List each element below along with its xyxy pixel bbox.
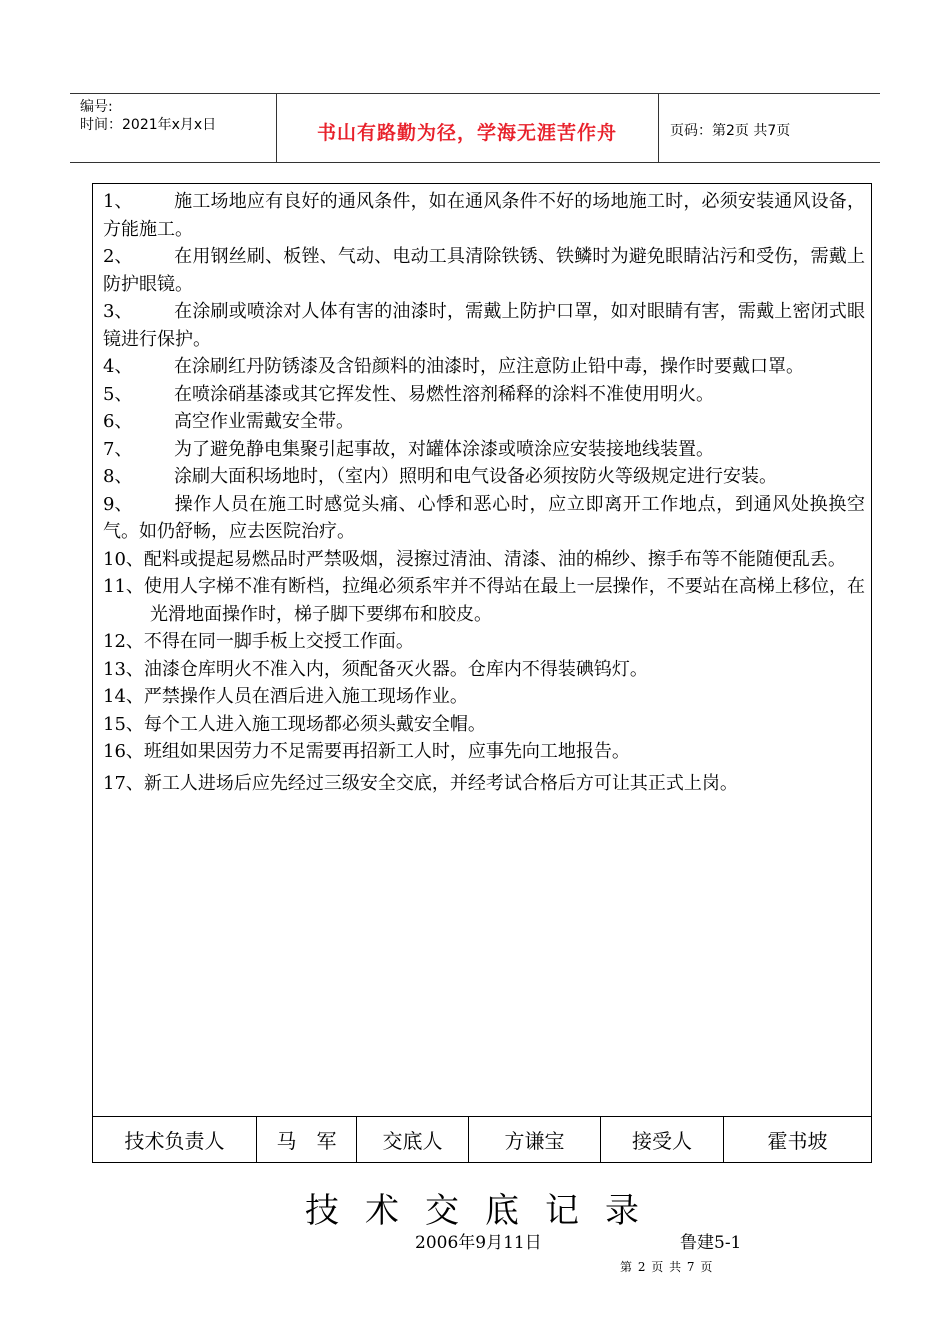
header-page-info: 页码：第2页 共7页 <box>670 123 791 139</box>
header-meta <box>80 98 216 134</box>
briefer-label: 交底人 <box>357 1117 469 1162</box>
list-item: 7、 为了避免静电集聚引起事故，对罐体涂漆或喷涂应安装接地线装置。 <box>103 438 714 460</box>
list-item: 11、使用人字梯不准有断档，拉绳必须系牢并不得站在最上一层操作，不要站在高梯上移位，在光滑地面操作时，梯子脚下要绑布和胶皮。 <box>103 576 865 625</box>
list-item: 8、 涂刷大面积场地时，（室内）照明和电气设备必须按防火等级规定进行安装。 <box>103 466 777 487</box>
list-item: 15、每个工人进入施工现场都必须头戴安全帽。 <box>103 713 486 735</box>
safety-items <box>103 188 865 801</box>
list-item: 14、严禁操作人员在酒后进入施工现场作业。 <box>103 686 468 707</box>
signature-row <box>92 1116 872 1163</box>
time-label: 时间：2021年x月x日 <box>80 117 217 133</box>
record-date: 2006年9月11日 <box>415 1233 542 1253</box>
header-divider <box>658 94 659 162</box>
list-item: 1、 施工场地应有良好的通风条件，如在通风条件不好的场地施工时，必须安装通风设备，方能施工。 <box>103 191 865 240</box>
page-header <box>70 93 880 163</box>
record-table <box>92 183 872 1117</box>
list-item: 16、班组如果因劳力不足需要再招新工人时，应事先向工地报告。 <box>103 741 630 762</box>
briefer-name: 方谦宝 <box>469 1117 601 1162</box>
tech-lead-name: 马 军 <box>257 1117 357 1162</box>
form-code: 鲁建5-1 <box>680 1233 742 1253</box>
list-item: 10、配料或提起易燃品时严禁吸烟，浸擦过清油、清漆、油的棉纱、擦手布等不能随便乱丢。 <box>103 548 846 570</box>
receiver-label: 接受人 <box>601 1117 724 1162</box>
page-footer: 第 2 页 共 7 页 <box>620 1260 714 1274</box>
list-item: 6、 高空作业需戴安全带。 <box>103 411 354 432</box>
list-item: 2、 在用钢丝刷、板锉、气动、电动工具清除铁锈、铁鳞时为避免眼睛沾污和受伤，需戴上防护眼镜。 <box>103 246 865 295</box>
list-item: 13、油漆仓库明火不准入内，须配备灭火器。仓库内不得装碘钨灯。 <box>103 658 648 680</box>
list-item: 9、 操作人员在施工时感觉头痛、心悸和恶心时，应立即离开工作地点，到通风处换换空气。如仍舒畅，应去医院治疗。 <box>103 493 865 542</box>
receiver-name: 霍书坡 <box>767 1129 828 1153</box>
tech-lead-label: 技术负责人 <box>93 1117 257 1162</box>
list-item: 4、 在涂刷红丹防锈漆及含铅颜料的油漆时，应注意防止铅中毒，操作时要戴口罩。 <box>103 356 804 377</box>
list-item: 3、 在涂刷或喷涂对人体有害的油漆时，需戴上防护口罩，如对眼睛有害，需戴上密闭式眼镜进行保护。 <box>103 301 865 350</box>
number-label: 编号: <box>80 99 113 115</box>
list-item: 12、不得在同一脚手板上交授工作面。 <box>103 631 414 652</box>
header-motto: 书山有路勤为径，学海无涯苦作舟 <box>316 122 617 144</box>
list-item: 5、 在喷涂硝基漆或其它挥发性、易燃性溶剂稀释的涂料不准使用明火。 <box>103 383 714 405</box>
page-title: 技术交底记录 <box>305 1191 665 1231</box>
list-item: 17、新工人进场后应先经过三级安全交底，并经考试合格后方可让其正式上岗。 <box>103 772 738 794</box>
